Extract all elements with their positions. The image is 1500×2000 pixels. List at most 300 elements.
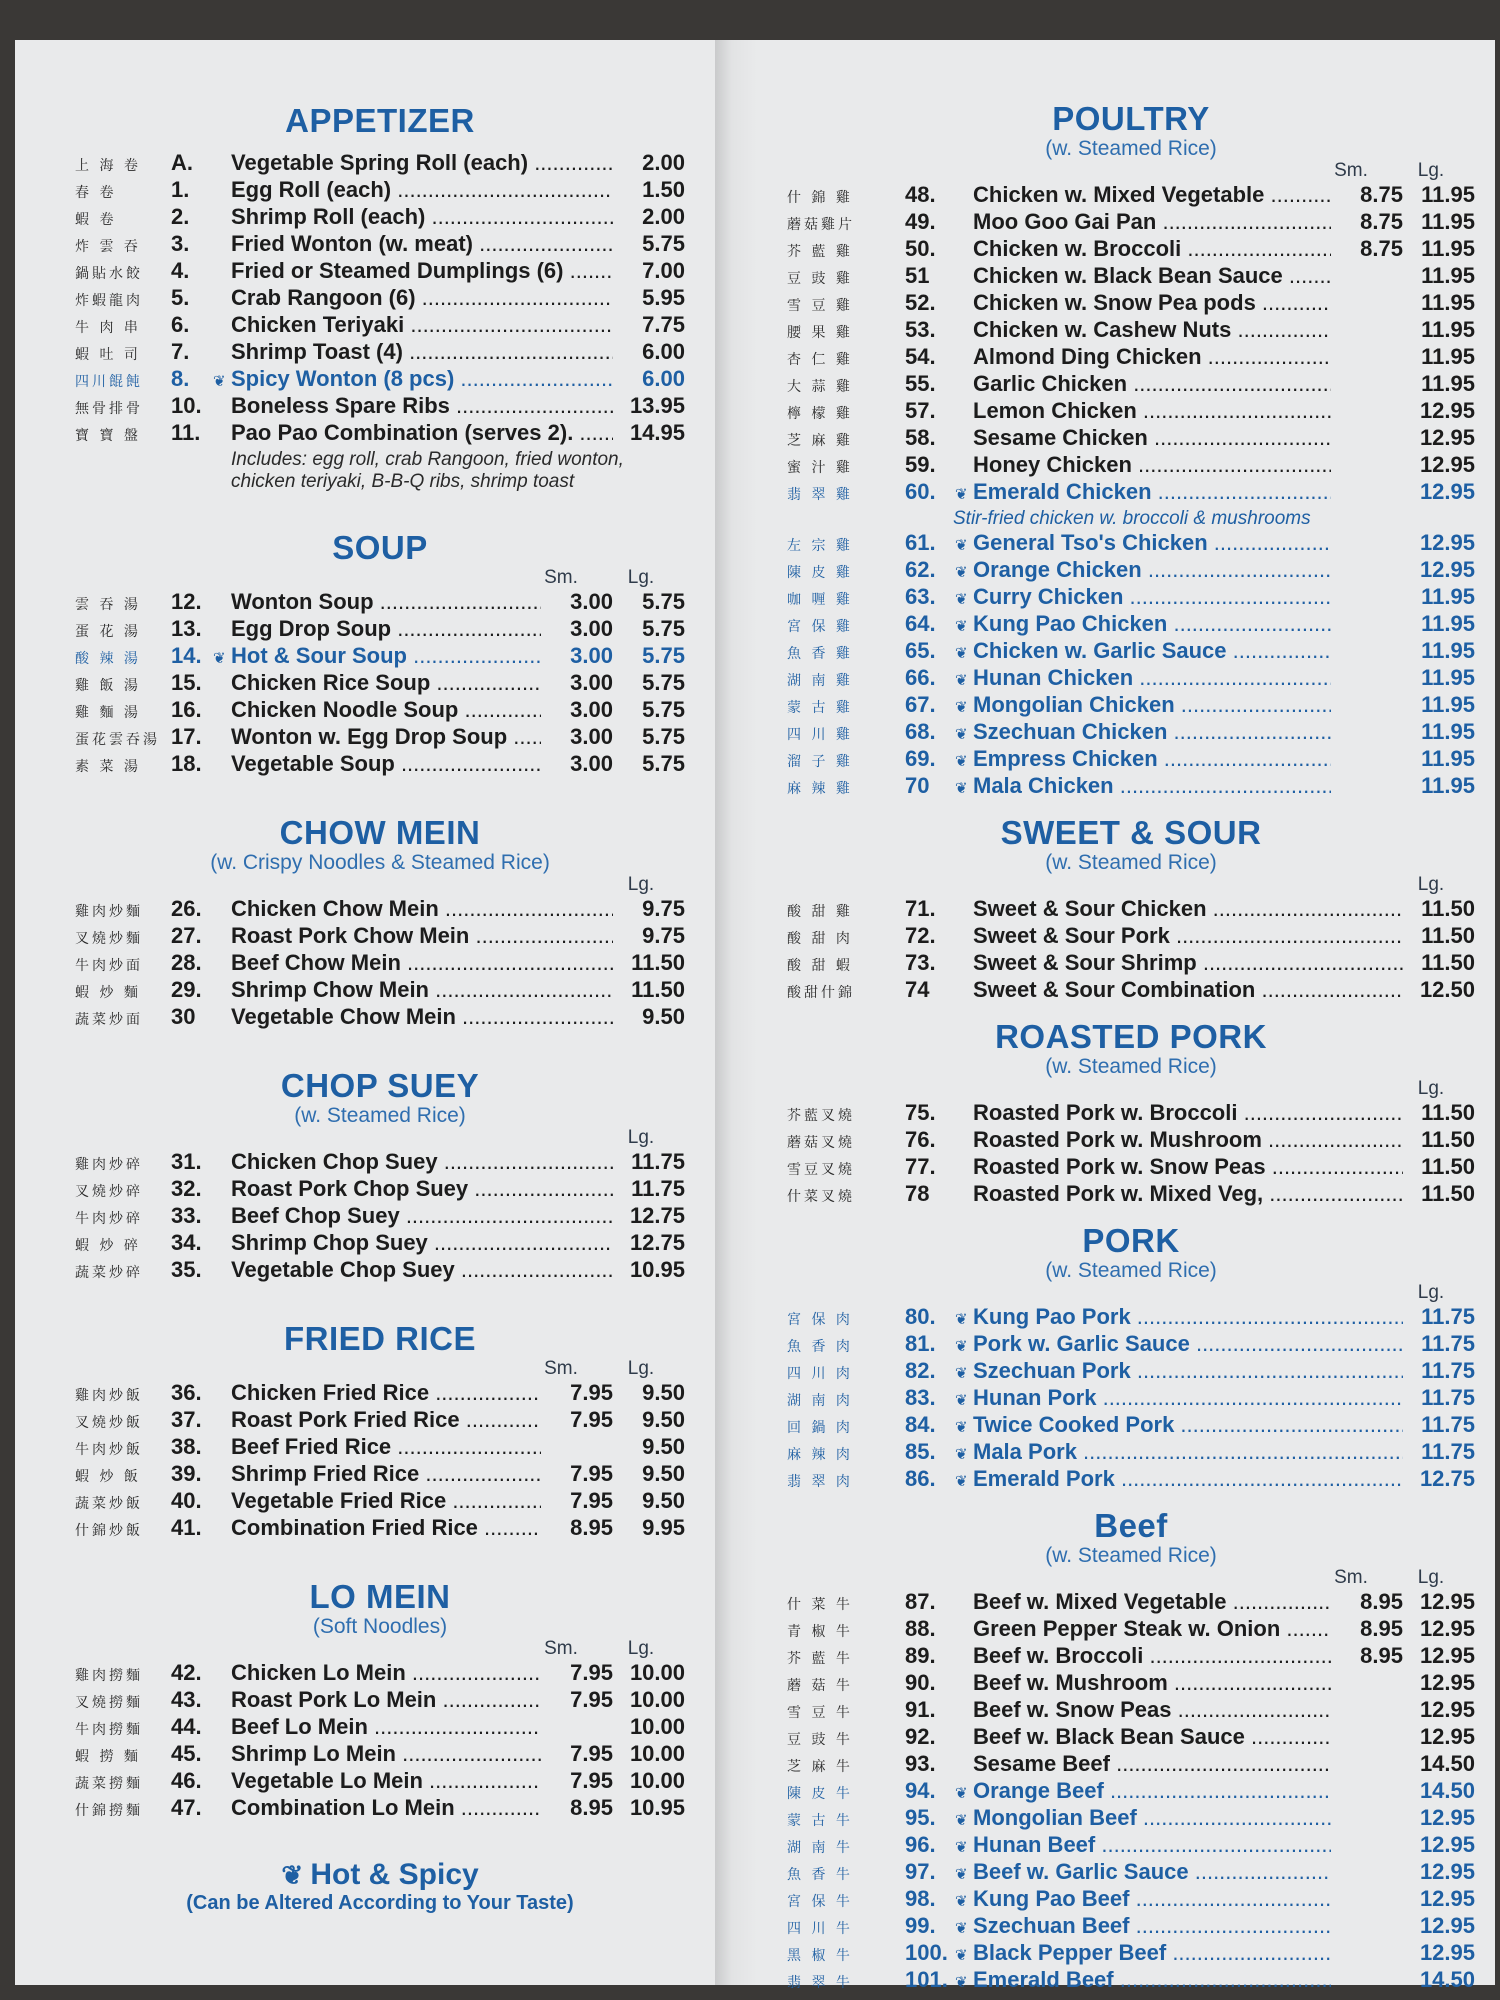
item-name: Wonton w. Egg Drop Soup .....	[231, 724, 541, 750]
item-price: 8.95	[570, 1795, 613, 1820]
chinese-name: 腰 果 雞	[787, 325, 853, 341]
pepper-icon: ❦	[955, 726, 968, 743]
chinese-name: 酸甜什錦	[787, 985, 855, 1001]
chinese-name: 雞 飯 湯	[75, 678, 141, 694]
menu-item	[787, 209, 1475, 236]
price-column-header: Lg.	[627, 1127, 655, 1148]
item-number: 59.	[905, 452, 936, 477]
menu-item	[787, 1385, 1475, 1412]
section-subtitle: (w. Steamed Rice)	[1045, 1055, 1217, 1078]
item-number: 61.	[905, 530, 936, 555]
chinese-name: 左 宗 雞	[787, 538, 853, 554]
item-number: 80.	[905, 1304, 936, 1329]
item-price: 12.95	[1419, 1643, 1475, 1668]
item-name: Hot & Sour Soup .....	[231, 643, 541, 669]
item-number: 17.	[171, 724, 202, 749]
legend-title	[75, 1858, 685, 1892]
item-price: 10.95	[629, 1257, 685, 1282]
item-name: Roast Pork Lo Mein .....	[231, 1687, 541, 1713]
chinese-name: 魚 香 肉	[787, 1339, 853, 1355]
menu-item	[75, 150, 685, 177]
item-number: 54.	[905, 344, 936, 369]
item-price: 12.50	[1419, 977, 1475, 1002]
menu-item	[75, 366, 685, 393]
chinese-name: 宮 保 雞	[787, 619, 853, 635]
menu-item	[787, 1358, 1475, 1385]
item-number: 62.	[905, 557, 936, 582]
menu-item	[75, 896, 685, 923]
menu-item	[787, 1778, 1475, 1805]
item-number: 65.	[905, 638, 936, 663]
item-price: 7.95	[570, 1461, 613, 1486]
item-name: Chicken w. Broccoli .....	[973, 236, 1331, 262]
item-name: Egg Drop Soup .....	[231, 616, 541, 642]
pepper-icon: ❦	[955, 672, 968, 689]
item-number: 74	[905, 977, 930, 1002]
menu-item	[75, 285, 685, 312]
chinese-name: 叉燒炒麵	[75, 931, 143, 947]
item-description: Stir-fried chicken w. broccoli & mushrooms	[953, 508, 1311, 529]
item-price: 11.75	[1421, 1412, 1475, 1437]
item-price: 11.50	[1421, 950, 1475, 975]
menu-item	[787, 950, 1475, 977]
chinese-name: 蔬菜炒面	[75, 1012, 143, 1028]
menu-section-pork	[787, 1222, 1475, 1493]
menu-item	[787, 1331, 1475, 1358]
item-price: 11.95	[1421, 236, 1475, 261]
chinese-name: 芥 藍 雞	[787, 244, 853, 260]
item-price: 5.75	[642, 616, 685, 641]
menu-item	[787, 1439, 1475, 1466]
price-column-header: Sm.	[544, 567, 578, 588]
item-price: 11.95	[1421, 719, 1475, 744]
item-number: 87.	[905, 1589, 936, 1614]
menu-item	[75, 1488, 685, 1515]
item-name: Beef Chow Mein .....	[231, 950, 613, 976]
item-name: Lemon Chicken .....	[973, 398, 1331, 424]
item-name: Beef Fried Rice .....	[231, 1434, 541, 1460]
pepper-icon: ❦	[955, 537, 968, 554]
price-column-header: Lg.	[627, 874, 655, 895]
chinese-name: 蔬菜炒飯	[75, 1496, 143, 1512]
price-column-header: Lg.	[627, 1638, 655, 1659]
price-column-header: Lg.	[1417, 1567, 1445, 1588]
menu-item	[787, 1967, 1475, 1994]
item-number: 7.	[171, 339, 190, 364]
item-name: Sesame Chicken .....	[973, 425, 1331, 451]
item-price: 7.95	[570, 1687, 613, 1712]
menu-item	[75, 1515, 685, 1542]
item-name: Sweet & Sour Pork .....	[973, 923, 1403, 949]
item-name: Beef w. Snow Peas .....	[973, 1697, 1331, 1723]
item-price: 12.95	[1419, 1589, 1475, 1614]
menu-item	[75, 697, 685, 724]
chinese-name: 蝦 炒 飯	[75, 1469, 141, 1485]
item-price: 11.50	[1421, 1154, 1475, 1179]
chinese-name: 牛肉炒碎	[75, 1211, 143, 1227]
chinese-name: 豆 豉 雞	[787, 271, 853, 287]
chinese-name: 咖 喱 雞	[787, 592, 853, 608]
item-price: 11.75	[1421, 1331, 1475, 1356]
menu-item	[75, 1434, 685, 1461]
pepper-icon: ❦	[955, 1392, 968, 1409]
item-price: 11.50	[1421, 896, 1475, 921]
item-price: 11.95	[1421, 317, 1475, 342]
item-number: 82.	[905, 1358, 936, 1383]
item-name: Chicken Noodle Soup .....	[231, 697, 541, 723]
pepper-icon: ❦	[955, 591, 968, 608]
item-name: Beef w. Mushroom .....	[973, 1670, 1331, 1696]
item-price: 12.95	[1419, 530, 1475, 555]
menu-item	[75, 643, 685, 670]
menu-item	[787, 317, 1475, 344]
menu-item	[787, 638, 1475, 665]
item-number: 51	[905, 263, 930, 288]
menu-item	[787, 719, 1475, 746]
menu-item	[75, 1176, 685, 1203]
item-number: 26.	[171, 896, 202, 921]
chinese-name: 酸 甜 雞	[787, 904, 853, 920]
item-price: 12.95	[1419, 479, 1475, 504]
menu-item	[75, 1257, 685, 1284]
pepper-icon: ❦	[955, 1311, 968, 1328]
pepper-icon: ❦	[955, 1947, 968, 1964]
menu-item	[75, 1461, 685, 1488]
item-price: 5.75	[642, 231, 685, 256]
item-name: Spicy Wonton (8 pcs) .....	[231, 366, 613, 392]
chinese-name: 蝦 撈 麵	[75, 1749, 141, 1765]
section-subtitle: (w. Steamed Rice)	[1045, 137, 1217, 160]
menu-item	[75, 1380, 685, 1407]
item-name: Orange Beef .....	[973, 1778, 1331, 1804]
chinese-name: 什 菜 牛	[787, 1597, 853, 1613]
pepper-icon: ❦	[955, 1419, 968, 1436]
item-price: 12.95	[1419, 1859, 1475, 1884]
item-price: 11.95	[1421, 584, 1475, 609]
section-title: FRIED RICE	[283, 1320, 476, 1357]
item-price: 10.00	[629, 1741, 685, 1766]
menu-right-page	[757, 40, 1495, 1992]
item-number: 52.	[905, 290, 936, 315]
section-title: ROASTED PORK	[995, 1018, 1267, 1055]
item-price: 13.95	[629, 393, 685, 418]
chinese-name: 素 菜 湯	[75, 759, 141, 775]
pepper-icon: ❦	[955, 1785, 968, 1802]
item-price: 9.50	[642, 1407, 685, 1432]
menu-item	[787, 923, 1475, 950]
item-name: Emerald Chicken .....	[973, 479, 1331, 505]
item-price: 5.75	[642, 697, 685, 722]
chinese-name: 寶 寶 盤	[75, 428, 141, 444]
chinese-name: 魚 香 牛	[787, 1867, 853, 1883]
chinese-name: 豆 豉 牛	[787, 1732, 853, 1748]
item-name: Curry Chicken .....	[973, 584, 1331, 610]
price-column-headers	[75, 874, 685, 896]
item-number: 89.	[905, 1643, 936, 1668]
chinese-name: 蘑 菇 牛	[787, 1678, 853, 1694]
item-name: Honey Chicken .....	[973, 452, 1331, 478]
item-name: Vegetable Fried Rice .....	[231, 1488, 541, 1514]
price-column-headers	[75, 1127, 685, 1149]
menu-item	[75, 204, 685, 231]
item-price: 7.95	[570, 1407, 613, 1432]
item-name: Chicken Fried Rice .....	[231, 1380, 541, 1406]
chinese-name: 雞肉撈麵	[75, 1668, 143, 1684]
section-subtitle: (w. Steamed Rice)	[294, 1104, 466, 1127]
price-column-headers	[75, 567, 685, 589]
item-name: Hunan Chicken .....	[973, 665, 1331, 691]
legend-subtitle: (Can be Altered According to Your Taste)	[186, 1892, 574, 1914]
menu-item	[787, 692, 1475, 719]
item-name: Pao Pao Combination (serves 2). .....	[231, 420, 613, 446]
item-number: 88.	[905, 1616, 936, 1641]
item-price: 6.00	[642, 366, 685, 391]
item-price: 5.75	[642, 724, 685, 749]
item-price: 6.00	[642, 339, 685, 364]
section-subtitle: (w. Crispy Noodles & Steamed Rice)	[210, 851, 550, 874]
item-price: 11.50	[1421, 1100, 1475, 1125]
item-number: 40.	[171, 1488, 202, 1513]
item-price: 12.75	[1419, 1466, 1475, 1491]
item-number: 73.	[905, 950, 936, 975]
item-price: 11.95	[1421, 665, 1475, 690]
chinese-name: 陳 皮 雞	[787, 565, 853, 581]
pepper-icon: ❦	[955, 1812, 968, 1829]
item-price: 5.75	[642, 751, 685, 776]
item-number: 18.	[171, 751, 202, 776]
item-name: Chicken w. Cashew Nuts .....	[973, 317, 1331, 343]
menu-item	[787, 1589, 1475, 1616]
item-price: 9.50	[642, 1434, 685, 1459]
item-number: 83.	[905, 1385, 936, 1410]
item-number: 43.	[171, 1687, 202, 1712]
item-name: Chicken Rice Soup .....	[231, 670, 541, 696]
item-number: 46.	[171, 1768, 202, 1793]
chinese-name: 蒙 古 牛	[787, 1813, 853, 1829]
item-number: 3.	[171, 231, 190, 256]
item-number: 93.	[905, 1751, 936, 1776]
menu-item	[75, 1004, 685, 1031]
item-name: Szechuan Chicken .....	[973, 719, 1331, 745]
item-number: 15.	[171, 670, 202, 695]
section-title: CHOW MEIN	[279, 814, 481, 851]
item-price: 12.95	[1419, 1913, 1475, 1938]
chinese-name: 湖 南 雞	[787, 673, 853, 689]
item-number: 70	[905, 773, 930, 798]
pepper-icon: ❦	[955, 699, 968, 716]
price-column-headers	[75, 1638, 685, 1660]
item-name: Emerald Pork .....	[973, 1466, 1403, 1492]
item-name: Wonton Soup .....	[231, 589, 541, 615]
chinese-name: 翡 翠 雞	[787, 487, 853, 503]
item-name: Roasted Pork w. Mushroom .....	[973, 1127, 1403, 1153]
item-number: 95.	[905, 1805, 936, 1830]
hot-spicy-legend	[75, 1858, 685, 1915]
chinese-name: 青 椒 牛	[787, 1624, 853, 1640]
menu-item	[787, 425, 1475, 452]
chinese-name: 蝦 炒 麵	[75, 985, 141, 1001]
item-number: 57.	[905, 398, 936, 423]
item-price: 5.75	[642, 670, 685, 695]
item-number: 4.	[171, 258, 190, 283]
chinese-name: 春 卷	[75, 185, 117, 201]
chinese-name: 芥藍叉燒	[787, 1108, 855, 1124]
price-column-header: Sm.	[544, 1358, 578, 1379]
item-price: 12.95	[1419, 398, 1475, 423]
item-number: 64.	[905, 611, 936, 636]
item-name: Sweet & Sour Chicken .....	[973, 896, 1403, 922]
legend-title-text: Hot & Spicy	[310, 1858, 479, 1891]
pepper-icon: ❦	[955, 486, 968, 503]
menu-item	[787, 1100, 1475, 1127]
item-number: 36.	[171, 1380, 202, 1405]
chinese-name: 牛肉炒面	[75, 958, 143, 974]
item-number: 49.	[905, 209, 936, 234]
menu-item	[75, 1768, 685, 1795]
item-name: Kung Pao Beef .....	[973, 1886, 1331, 1912]
section-title: POULTRY	[1052, 100, 1210, 137]
item-price: 11.50	[631, 977, 685, 1002]
item-name: Chicken w. Mixed Vegetable .....	[973, 182, 1331, 208]
item-name: Hunan Beef .....	[973, 1832, 1331, 1858]
menu-section-appetizer	[75, 102, 685, 493]
chinese-name: 芝 麻 雞	[787, 433, 853, 449]
pepper-icon: ❦	[955, 1920, 968, 1937]
item-name: Crab Rangoon (6) .....	[231, 285, 613, 311]
item-price: 12.95	[1419, 1940, 1475, 1965]
chinese-name: 蔬菜撈麵	[75, 1776, 143, 1792]
menu-item	[787, 746, 1475, 773]
item-price: 11.95	[1421, 263, 1475, 288]
item-name: Vegetable Lo Mein .....	[231, 1768, 541, 1794]
chinese-name: 雪豆叉燒	[787, 1162, 855, 1178]
item-number: 98.	[905, 1886, 936, 1911]
item-price: 3.00	[570, 751, 613, 776]
menu-item	[75, 339, 685, 366]
menu-item	[75, 1795, 685, 1822]
menu-item	[75, 231, 685, 258]
item-number: 45.	[171, 1741, 202, 1766]
menu-item	[75, 393, 685, 420]
menu-item	[75, 1687, 685, 1714]
item-number: 48.	[905, 182, 936, 207]
item-price: 11.75	[1421, 1385, 1475, 1410]
item-number: 50.	[905, 236, 936, 261]
item-price: 9.50	[642, 1004, 685, 1029]
menu-item	[787, 1724, 1475, 1751]
chinese-name: 陳 皮 牛	[787, 1786, 853, 1802]
item-price: 7.75	[642, 312, 685, 337]
menu-item	[787, 584, 1475, 611]
menu-item	[75, 1741, 685, 1768]
price-column-header: Lg.	[627, 567, 655, 588]
item-name: Mongolian Beef .....	[973, 1805, 1331, 1831]
item-name: Black Pepper Beef .....	[973, 1940, 1331, 1966]
item-price: 2.00	[642, 204, 685, 229]
item-number: 63.	[905, 584, 936, 609]
item-number: 97.	[905, 1859, 936, 1884]
chinese-name: 酸 辣 湯	[75, 651, 141, 667]
item-number: 12.	[171, 589, 202, 614]
item-number: 41.	[171, 1515, 202, 1540]
menu-item	[787, 1643, 1475, 1670]
chinese-name: 蘑菇叉燒	[787, 1135, 855, 1151]
item-number: 53.	[905, 317, 936, 342]
menu-item	[787, 1913, 1475, 1940]
item-name: Chicken Lo Mein .....	[231, 1660, 541, 1686]
item-name: Shrimp Chow Mein .....	[231, 977, 613, 1003]
item-name: Kung Pao Chicken .....	[973, 611, 1331, 637]
menu-item	[75, 670, 685, 697]
item-price: 12.95	[1419, 425, 1475, 450]
item-number: 96.	[905, 1832, 936, 1857]
item-name: Sesame Beef .....	[973, 1751, 1331, 1777]
chinese-name: 無骨排骨	[75, 401, 143, 417]
section-title: APPETIZER	[285, 102, 475, 139]
chinese-name: 蔬菜炒碎	[75, 1265, 143, 1281]
menu-item	[75, 751, 685, 778]
menu-section-chop-suey	[75, 1067, 685, 1284]
chinese-name: 酸 甜 蝦	[787, 958, 853, 974]
item-name: Twice Cooked Pork .....	[973, 1412, 1403, 1438]
chinese-name: 蛋花雲吞湯	[75, 732, 160, 748]
menu-item	[75, 1149, 685, 1176]
menu-item	[787, 1805, 1475, 1832]
item-number: 94.	[905, 1778, 936, 1803]
item-name: Vegetable Chow Mein .....	[231, 1004, 613, 1030]
menu-item	[787, 1940, 1475, 1967]
pepper-icon: ❦	[955, 1338, 968, 1355]
item-price: 11.95	[1421, 773, 1475, 798]
item-name: Sweet & Sour Combination .....	[973, 977, 1403, 1003]
chinese-name: 四 川 肉	[787, 1366, 853, 1382]
menu-item	[75, 420, 685, 447]
menu-item	[787, 530, 1475, 557]
chinese-name: 酸 甜 肉	[787, 931, 853, 947]
menu-section-soup	[75, 529, 685, 778]
menu-item	[75, 1660, 685, 1687]
item-number: 67.	[905, 692, 936, 717]
menu-item	[787, 1751, 1475, 1778]
item-price: 11.75	[631, 1149, 685, 1174]
chinese-name: 什錦炒飯	[75, 1523, 143, 1539]
menu-section-lo-mein	[75, 1578, 685, 1822]
item-number: 77.	[905, 1154, 936, 1179]
chinese-name: 四 川 雞	[787, 727, 853, 743]
pepper-icon: ❦	[213, 373, 226, 390]
item-price: 11.50	[1421, 923, 1475, 948]
section-subtitle: (w. Steamed Rice)	[1045, 851, 1217, 874]
chinese-name: 蝦 炒 碎	[75, 1238, 141, 1254]
menu-item	[75, 616, 685, 643]
item-name: Vegetable Soup .....	[231, 751, 541, 777]
item-name: Garlic Chicken .....	[973, 371, 1331, 397]
item-price: 10.00	[629, 1768, 685, 1793]
chinese-name: 蜜 汁 雞	[787, 460, 853, 476]
section-title: Beef	[1094, 1507, 1168, 1544]
item-number: 2.	[171, 204, 190, 229]
chinese-name: 魚 香 雞	[787, 646, 853, 662]
menu-item	[787, 1616, 1475, 1643]
item-name: Roasted Pork w. Broccoli .....	[973, 1100, 1403, 1126]
item-number: 71.	[905, 896, 936, 921]
menu-item	[787, 896, 1475, 923]
item-price: 12.95	[1419, 452, 1475, 477]
item-number: 86.	[905, 1466, 936, 1491]
item-name: Vegetable Spring Roll (each) .....	[231, 150, 613, 176]
chinese-name: 雪 豆 雞	[787, 298, 853, 314]
item-price: 7.95	[570, 1768, 613, 1793]
